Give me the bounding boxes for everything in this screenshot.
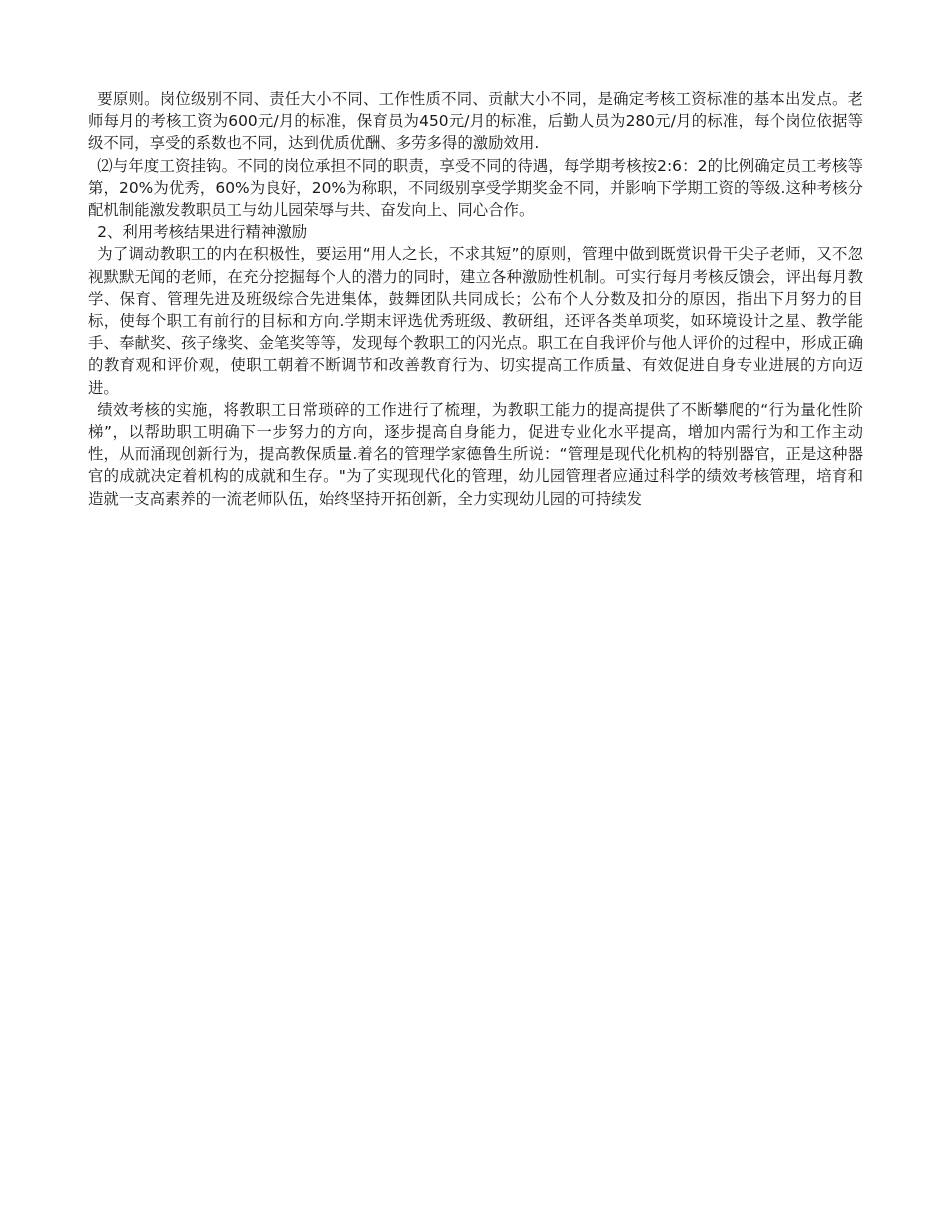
paragraph-annual-salary-link: ⑵与年度工资挂钩。不同的岗位承担不同的职责，享受不同的待遇，每学期考核按2:6：2的比例确定员工考核等第，20%为优秀，60%为良好，20%为称职，不同级别享受学期奖金不同，并影响下学期工资的等级.这种考核分配机制能激发教职员工与幼儿园荣辱与共、奋发向上、同心合作。 [88,156,863,220]
section-heading-spiritual-incentive: 2、利用考核结果进行精神激励 [97,223,308,242]
paragraph-basic-principle: 要原则。岗位级别不同、责任大小不同、工作性质不同、贡献大小不同，是确定考核工资标准的基本出发点。老师每月的考核工资为600元/月的标准，保育员为450元/月的标准，后勤人员为280元/月的标准，每个岗位依据等级不同，享受的系数也不同，达到优质优酬、多劳多得的激励效用. [88,90,863,153]
document-page [88,88,863,510]
paragraph-performance-implementation: 绩效考核的实施，将教职工日常琐碎的工作进行了梳理，为教职工能力的提高提供了不断攀爬的“行为量化性阶梯”，以帮助职工明确下一步努力的方向，逐步提高自身能力，促进专业化水平提高，增加内需行为和工作主动性，从而涌现创新行为，提高教保质量.着名的管理学家德鲁生所说：“管理是现代化机构的特别器官，正是这种器官的成就决定着机构的成就和生存。"为了实现现代化的管理，幼儿园管理者应通过科学的绩效考核管理，培育和造就一支高素养的一流老师队伍，始终坚持开拓创新，全力实现幼儿园的可持续发 [88,400,863,508]
paragraph-motivation-mechanism: 为了调动教职工的内在积极性，要运用“用人之长，不求其短”的原则，管理中做到既赏识骨干尖子老师，又不忽视默默无闻的老师，在充分挖掘每个人的潜力的同时，建立各种激励性机制。可实行每月考核反馈会，评出每月教学、保育、管理先进及班级综合先进集体，鼓舞团队共同成长；公布个人分数及扣分的原因，指出下月努力的目标，使每个职工有前行的目标和方向.学期末评选优秀班级、教研组，还评各类单项奖，如环境设计之星、教学能手、奉献奖、孩子缘奖、金笔奖等等，发现每个教职工的闪光点。职工在自我评价与他人评价的过程中，形成正确的教育观和评价观，使职工朝着不断调节和改善教育行为、切实提高工作质量、有效促进自身专业进展的方向迈进。 [88,245,863,397]
